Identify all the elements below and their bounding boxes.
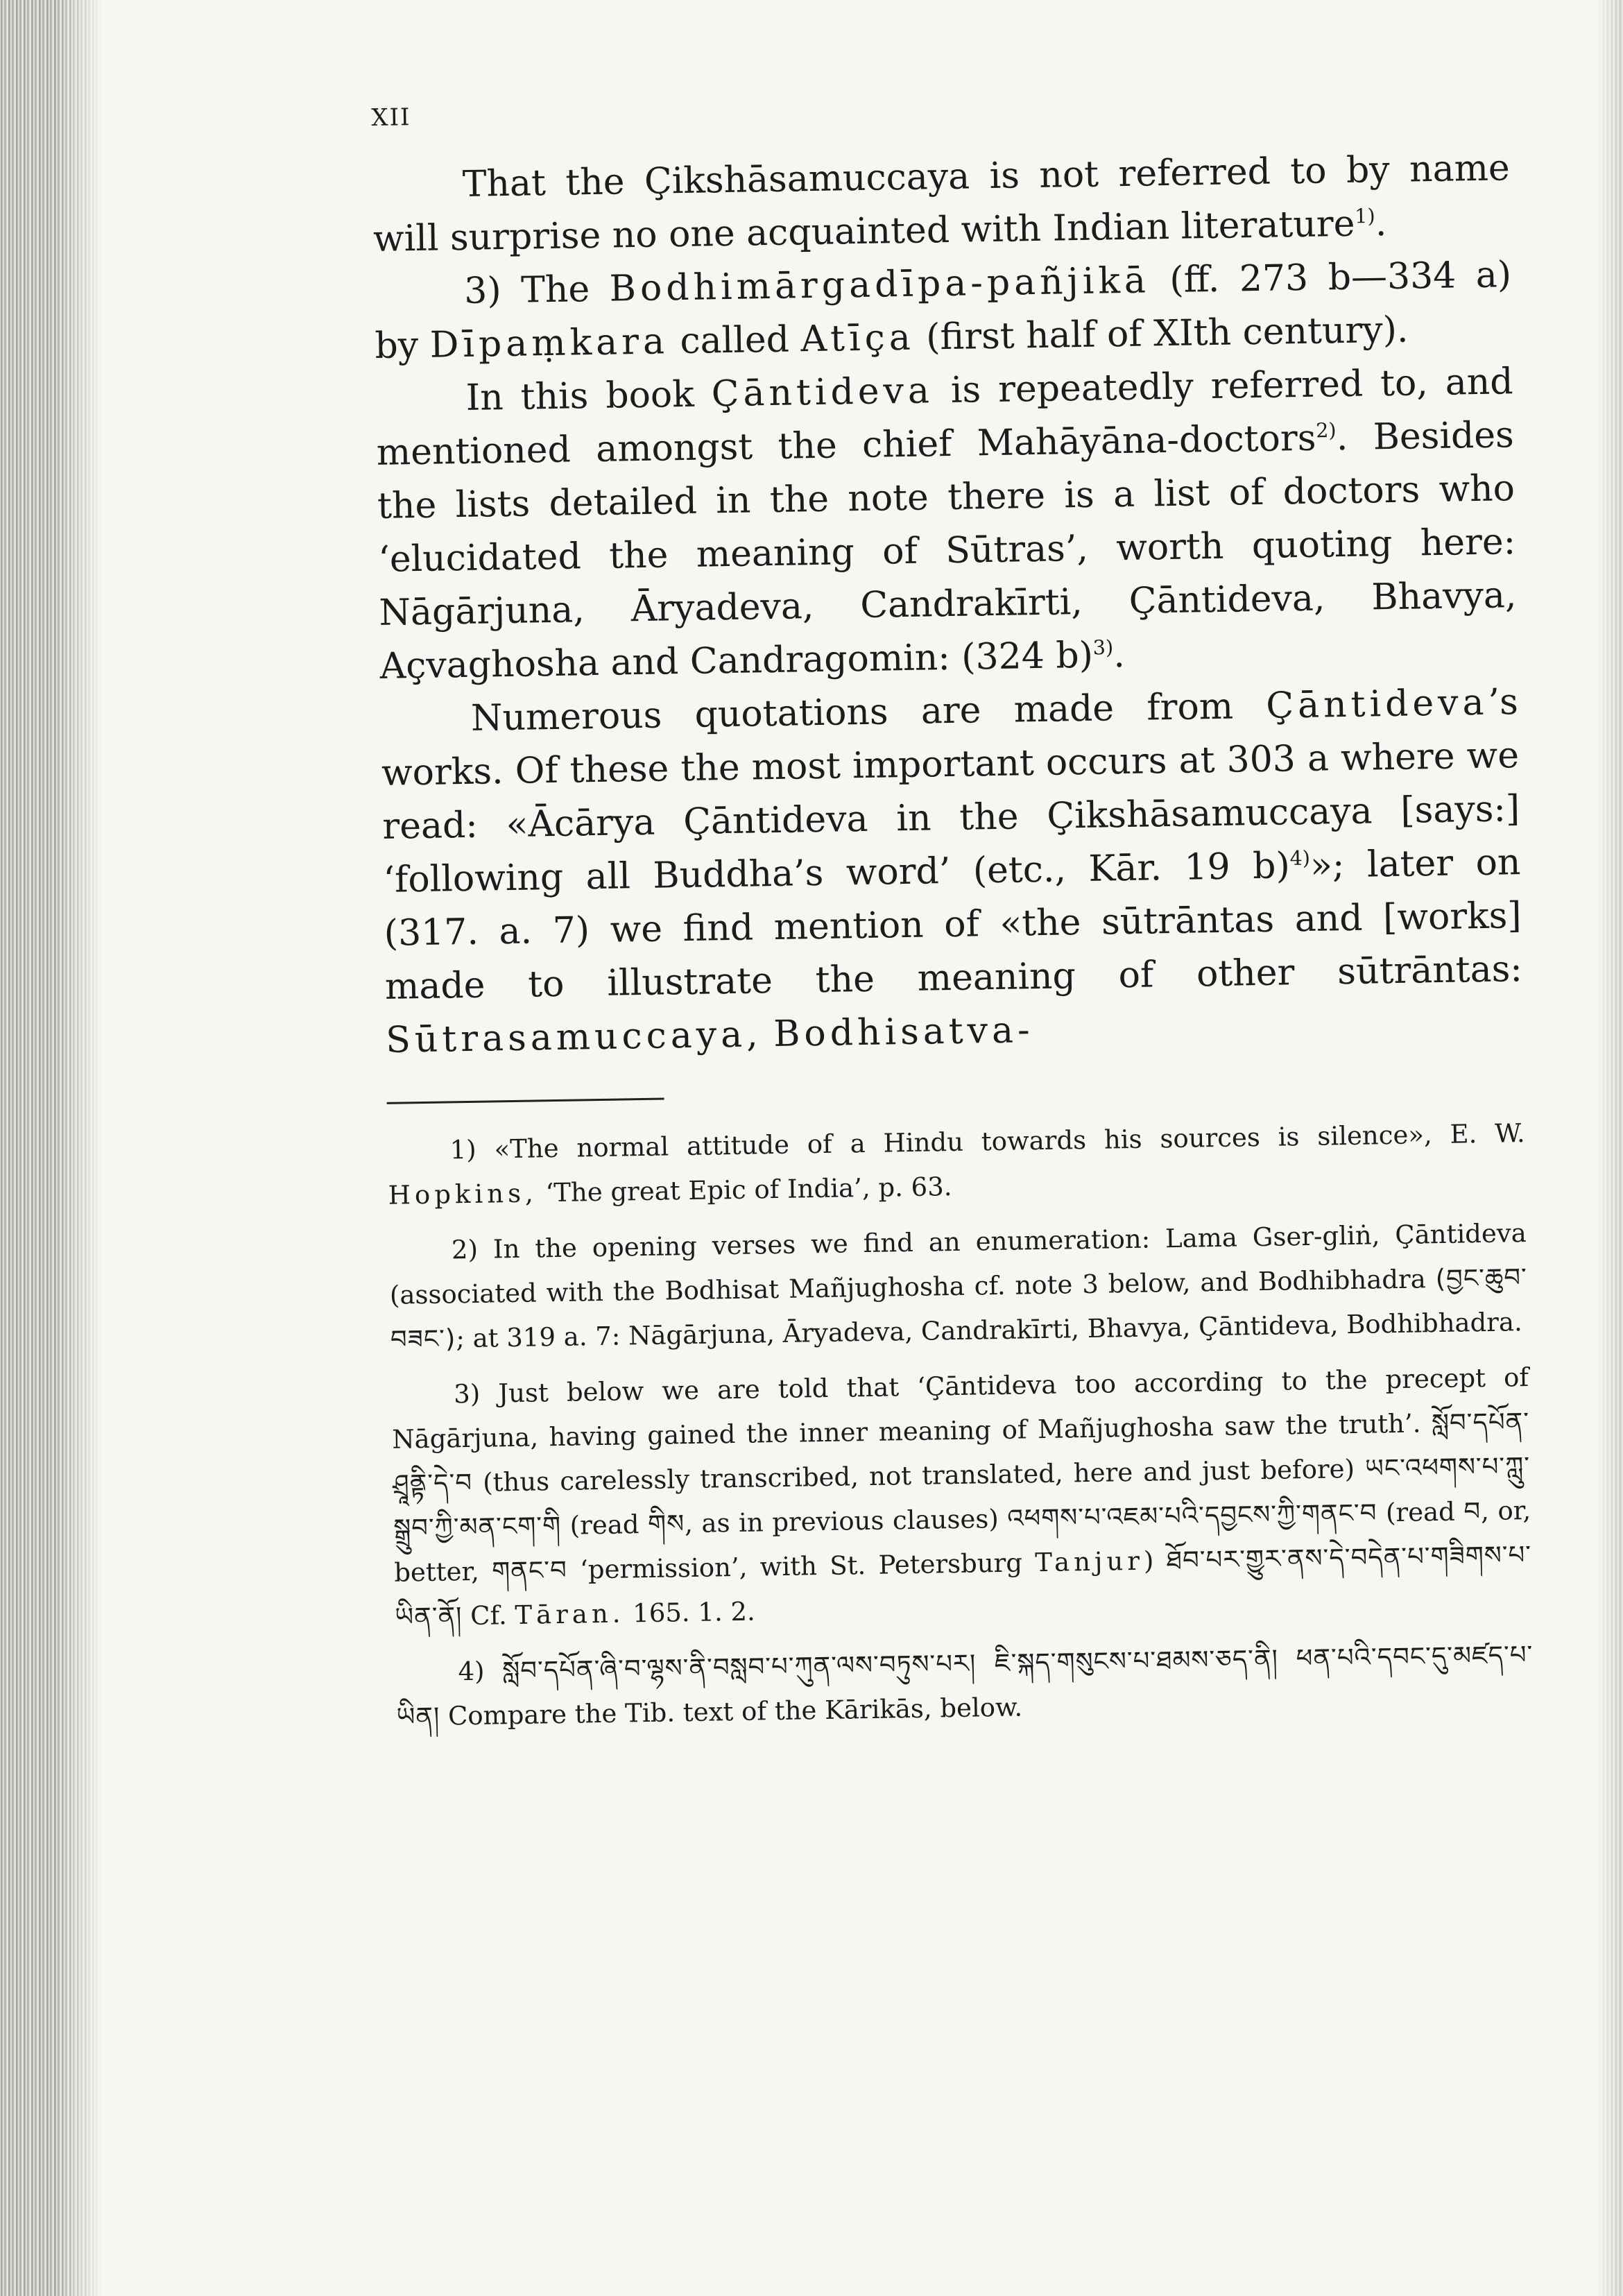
paragraph-4: Numerous quotations are made from Çāntideva’s works. Of these the most important occurs at 303 a where we read: «Ācārya Çāntideva in the Çikshāsamuccaya [says:] ‘following all Buddha’s word’ (etc., Kār. 19 b)$^{4)}$»; later on (317. a. 7) we find mention of «the sūtrāntas and [works] made to illustrate the meaning of other sūtrāntas: Sūtrasamuccaya, Bodhisatva- — [381, 681, 1523, 1061]
tibetan-text: སློབ་དཔོན་ཤྲཱནྟི་དེ་བ — [392, 1407, 1530, 1499]
tibetan-text: འཕགས་པ་འཇམ་པའི་དབྱངས་ཀྱི་གནང་བ — [1006, 1498, 1377, 1534]
footnote-ref-2: 2) — [1315, 418, 1337, 443]
paragraph-1: That the Çikshāsamuccaya is not referred to by name will surprise no one acquainted with Indian literature$^{1)}$. — [372, 147, 1511, 260]
scan-edge-left — [0, 0, 104, 2296]
paragraph-3: In this book Çāntideva is repeatedly referred to, and mentioned amongst the chief Mahāyāna-doctors$^{2)}$. Besides the lists detailed in the note there is a list of doctors who ‘elucidated the meaning of Sūtras’, worth quoting here: Nāgārjuna, Āryadeva, Candrakīrti, Çāntideva, Bhavya, Açvaghosha and Candragomin: (324 b)$^{3)}$. — [376, 361, 1517, 687]
tibetan-text: བ — [1463, 1496, 1482, 1527]
footnote-ref-1: 1) — [1354, 203, 1375, 228]
tibetan-text: ཐོབ་པར་གྱུར་ནས་དེ་བདེན་པ་གཟིགས་པ་ཡིན་ནོ། — [394, 1539, 1532, 1632]
footnote-ref-3: 3) — [1092, 635, 1114, 660]
tibetan-text: གིས — [647, 1509, 685, 1539]
footnote-ref-4: 4) — [1289, 846, 1311, 870]
footnote-4: 4) སློབ་དཔོན་ཞི་བ་ལྷས་ནི་བསླབ་པ་ཀུན་ལས་བཏུས་པར། ཇི་སྐད་གསུངས་པ་ཐམས་ཅད་ནི། ཕན་པའི་དབང་དུ་མཛད་པ་ཡིན། Compare the Tib. text of the Kārikās, below. — [396, 1639, 1534, 1732]
tibetan-text: ཡང་འཕགས་པ་ཀླུ་སྒྲུབ་ཀྱི་མན་ངག་གི — [393, 1450, 1531, 1543]
scan-edge-right — [1595, 0, 1623, 2296]
tibetan-text: སློབ་དཔོན་ཞི་བ་ལྷས་ནི་བསླབ་པ་ཀུན་ལས་བཏུས་པར། ཇི་སྐད་གསུངས་པ་ཐམས་ཅད་ནི། — [502, 1643, 1279, 1686]
tibetan-text: (བྱང་ཆུབ་བཟང་) — [390, 1262, 1528, 1355]
book-page — [371, 86, 1534, 1750]
footnote-1: 1) «The normal attitude of a Hindu towards his sources is silence», E. W. Hopkins, ‘The great Epic of India’, p. 63. — [388, 1118, 1525, 1210]
tibetan-text: ཕན་པའི་དབང་དུ་མཛད་པ་ཡིན། — [396, 1639, 1534, 1732]
footnotes — [387, 1111, 1534, 1740]
paragraph-2: 3) The Bodhimārgadīpa-pañjikā (ff. 273 b—334 a) by Dīpaṃkara called Atīça (first half of XIth century). — [375, 254, 1512, 367]
page-number: XII — [371, 103, 411, 132]
main-text — [372, 142, 1523, 1068]
footnote-2: 2) In the opening verses we find an enumeration: Lama Gser-gliṅ, Çāntideva (associated with the Bodhisat Mañjughosha cf. note 3 below, and Bodhibhadra (བྱང་ཆུབ་བཟང་); at 319 a. 7: Nāgārjuna, Āryadeva, Candrakīrti, Bhavya, Çāntideva, Bodhibhadra. — [389, 1218, 1528, 1355]
footnote-divider — [387, 1098, 664, 1104]
footnote-3: 3) Just below we are told that ‘Çāntideva too according to the precept of Nāgārjuna, having gained the inner meaning of Mañjughosha saw the truth’. སློབ་དཔོན་ཤྲཱནྟི་དེ་བ (thus carelessly transcribed, not translated, here and just before) ཡང་འཕགས་པ་ཀླུ་སྒྲུབ་ཀྱི་མན་ངག་གི (read གིས, as in previous clauses) འཕགས་པ་འཇམ་པའི་དབྱངས་ཀྱི་གནང་བ (read བ, or, better, གནང་བ ‘permission’, with St. Petersburg Tanjur) ཐོབ་པར་གྱུར་ནས་དེ་བདེན་པ་གཟིགས་པ་ཡིན་ནོ། Cf. Tāran. 165. 1. 2. — [391, 1362, 1532, 1632]
tibetan-text: གནང་བ — [491, 1554, 568, 1586]
